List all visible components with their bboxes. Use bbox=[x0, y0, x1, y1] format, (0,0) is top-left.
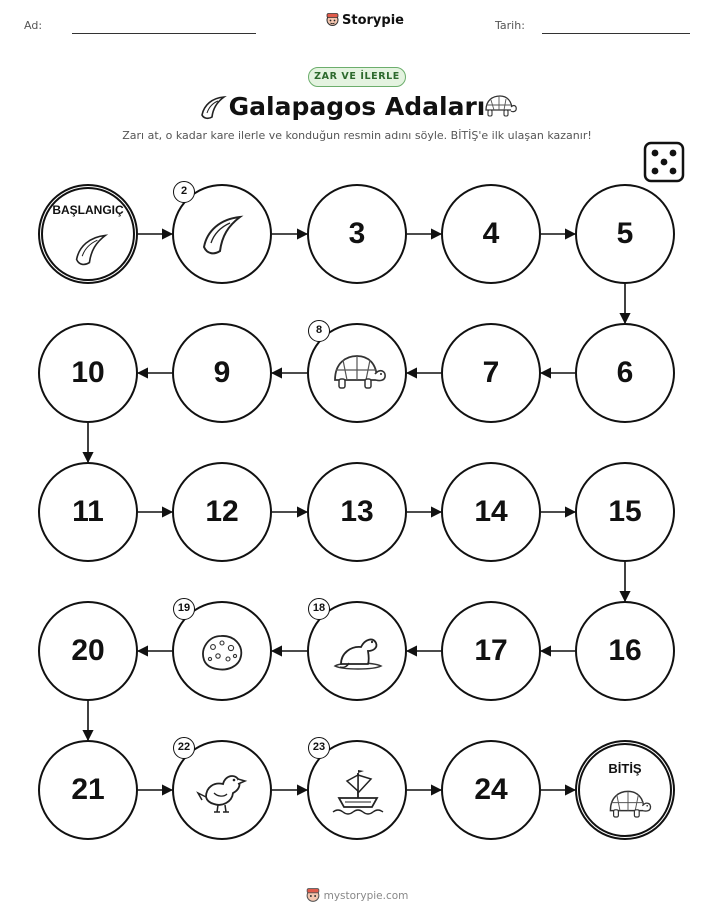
board-cell bbox=[307, 462, 407, 562]
cell-number: 15 bbox=[608, 495, 642, 528]
cell-number: 13 bbox=[340, 495, 374, 528]
cell-number: 3 bbox=[348, 217, 366, 250]
finish-cell bbox=[575, 740, 675, 840]
finch-icon bbox=[192, 765, 252, 815]
cell-number: 16 bbox=[608, 634, 642, 667]
board-cell bbox=[441, 601, 541, 701]
storypie-logo-icon bbox=[306, 888, 320, 904]
finish-label: BİTİŞ bbox=[608, 761, 642, 776]
page-title: Galapagos Adaları bbox=[228, 92, 486, 121]
cell-number: 11 bbox=[72, 495, 104, 528]
cell-number: 17 bbox=[474, 634, 508, 667]
cell-number: 20 bbox=[71, 634, 105, 667]
board-cell bbox=[307, 184, 407, 284]
date-label: Tarih: bbox=[495, 19, 525, 32]
board-cell bbox=[575, 184, 675, 284]
board-cell bbox=[441, 462, 541, 562]
start-label: BAŞLANGIÇ bbox=[52, 203, 124, 217]
claw-icon bbox=[192, 209, 252, 259]
tortoise-icon bbox=[327, 348, 387, 398]
name-label: Ad: bbox=[24, 19, 43, 32]
cell-number-badge: 23 bbox=[308, 737, 330, 759]
board-cell bbox=[38, 323, 138, 423]
footer bbox=[0, 888, 714, 904]
brand-name: Storypie bbox=[342, 13, 404, 28]
cell-number: 6 bbox=[616, 356, 634, 389]
cell-number: 7 bbox=[482, 356, 500, 389]
board-cell bbox=[441, 184, 541, 284]
board-cell bbox=[172, 462, 272, 562]
cell-number: 24 bbox=[474, 773, 508, 806]
cell-number-badge: 2 bbox=[173, 181, 195, 203]
board-cell bbox=[441, 323, 541, 423]
board-cell bbox=[38, 601, 138, 701]
cell-number-badge: 18 bbox=[308, 598, 330, 620]
cell-number: 10 bbox=[71, 356, 105, 389]
cell-number: 4 bbox=[482, 217, 500, 250]
board-cell bbox=[38, 462, 138, 562]
instructions: Zarı at, o kadar kare ilerle ve konduğun resmin adını söyle. BİTİŞ'e ilk ulaşan kazanır! bbox=[122, 129, 592, 142]
board-cell bbox=[172, 323, 272, 423]
lava-rock-icon bbox=[192, 626, 252, 676]
board-cell bbox=[575, 601, 675, 701]
cell-number: 12 bbox=[205, 495, 239, 528]
claw-icon bbox=[67, 229, 115, 269]
cell-number-badge: 19 bbox=[173, 598, 195, 620]
board-cell bbox=[38, 740, 138, 840]
cell-number-badge: 8 bbox=[308, 320, 330, 342]
tortoise-icon bbox=[604, 785, 652, 825]
cell-number-badge: 22 bbox=[173, 737, 195, 759]
board-cell bbox=[575, 323, 675, 423]
sea-lion-icon bbox=[327, 626, 387, 676]
start-cell bbox=[38, 184, 138, 284]
footer-site: mystorypie.com bbox=[323, 890, 409, 902]
board-cell bbox=[575, 462, 675, 562]
ship-icon bbox=[327, 765, 387, 815]
cell-number: 5 bbox=[616, 217, 634, 250]
game-type-badge: ZAR VE İLERLE bbox=[308, 67, 406, 87]
cell-number: 14 bbox=[474, 495, 508, 528]
cell-number: 21 bbox=[71, 773, 105, 806]
cell-number: 9 bbox=[213, 356, 231, 389]
board-cell bbox=[441, 740, 541, 840]
